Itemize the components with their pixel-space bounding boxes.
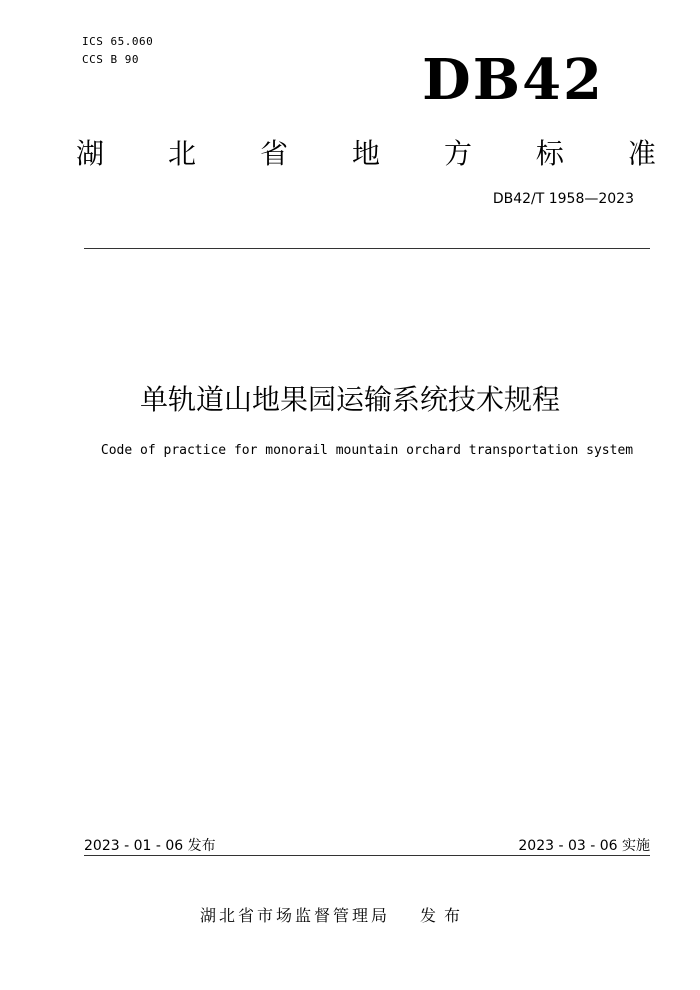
db-logo: DB42 <box>422 47 604 113</box>
issue-action: 发布 <box>420 906 469 925</box>
issue-date: 2023 - 01 - 06 发布 <box>84 838 216 854</box>
top-divider <box>84 248 650 249</box>
ccs-code: CCS B 90 <box>82 53 139 66</box>
implementation-date: 2023 - 03 - 06 实施 <box>518 838 650 854</box>
standard-type-char: 地 <box>351 137 380 170</box>
issuer-line <box>200 903 468 926</box>
standard-type-char: 准 <box>627 137 656 170</box>
standard-type-char: 标 <box>535 137 564 170</box>
bottom-divider <box>84 855 650 856</box>
standard-type-char: 北 <box>167 137 196 170</box>
ics-code: ICS 65.060 <box>82 35 154 48</box>
standard-number: DB42/T 1958—2023 <box>492 191 634 207</box>
standard-type-char: 湖 <box>76 137 105 170</box>
standard-type-char: 省 <box>259 137 288 170</box>
issuer-name: 湖北省市场监督管理局 <box>200 906 391 925</box>
standard-type-heading <box>76 134 656 174</box>
title-chinese: 单轨道山地果园运输系统技术规程 <box>139 383 560 416</box>
standard-type-char: 方 <box>443 137 472 170</box>
title-english: Code of practice for monorail mountain orchard transportation system <box>100 443 634 458</box>
